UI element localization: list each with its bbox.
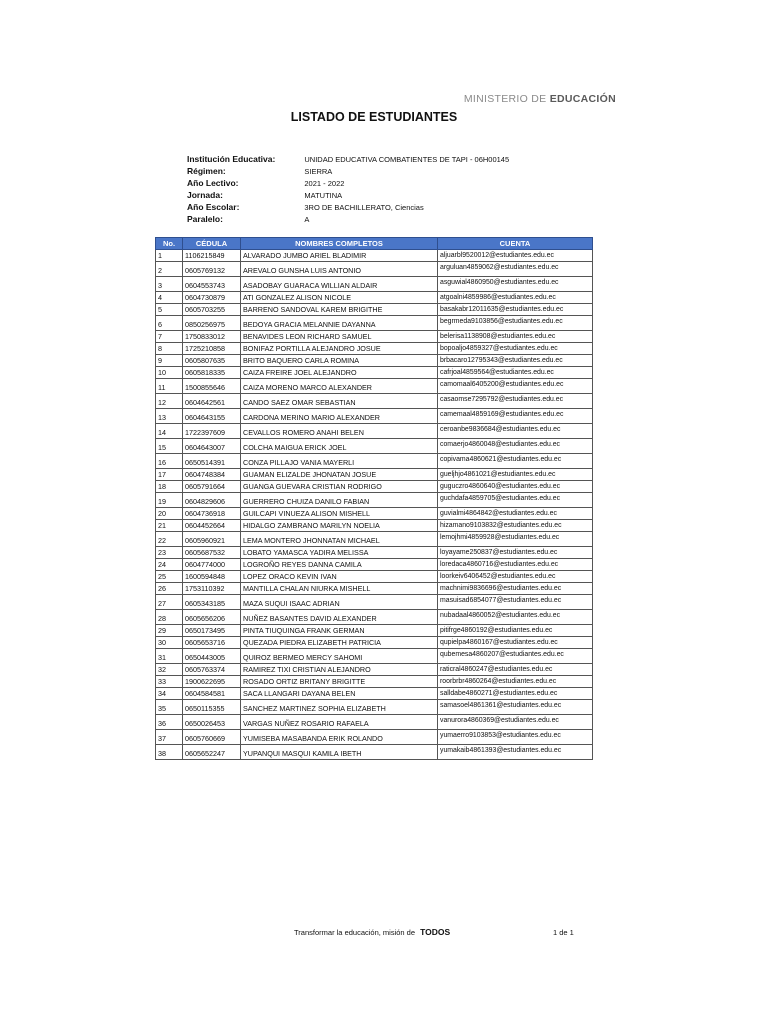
info-value: A <box>304 215 310 224</box>
cell-cuenta: raticral4860247@estudiantes.edu.ec <box>438 664 593 676</box>
info-row-paralelo <box>187 213 509 225</box>
cell-nombre: LOGROÑO REYES DANNA CAMILA <box>241 559 438 571</box>
cell-nombre: GUERRERO CHUIZA DANILO FABIAN <box>241 493 438 508</box>
ministry-logo-light: MINISTERIO DE <box>463 93 547 105</box>
cell-cedula: 1500855646 <box>183 379 241 394</box>
cell-nombre: ALVARADO JUMBO ARIEL BLADIMIR <box>241 250 438 262</box>
cell-cedula: 0850256975 <box>183 316 241 331</box>
cell-cedula: 1900622695 <box>183 676 241 688</box>
column-header-nombres: NOMBRES COMPLETOS <box>241 238 438 250</box>
cell-no: 35 <box>156 700 183 715</box>
cell-nombre: BARRENO SANDOVAL KAREM BRIGITHE <box>241 304 438 316</box>
cell-nombre: COLCHA MAIGUA ERICK JOEL <box>241 439 438 454</box>
cell-nombre: LEMA MONTERO JHONNATAN MICHAEL <box>241 532 438 547</box>
cell-nombre: GUILCAPI VINUEZA ALISON MISHELL <box>241 508 438 520</box>
page-number: 1 de 1 <box>553 928 574 937</box>
cell-cedula: 0604584581 <box>183 688 241 700</box>
table-row <box>156 664 593 676</box>
table-row <box>156 469 593 481</box>
table-row <box>156 409 593 424</box>
cell-nombre: ATI GONZALEZ ALISON NICOLE <box>241 292 438 304</box>
cell-cedula: 0604452664 <box>183 520 241 532</box>
cell-cuenta: cafrjoal4859564@estudiantes.edu.ec <box>438 367 593 379</box>
table-row <box>156 559 593 571</box>
info-value: MATUTINA <box>304 191 343 200</box>
cell-cuenta: ceroanbe9836684@estudiantes.edu.ec <box>438 424 593 439</box>
table-row <box>156 676 593 688</box>
footer-bold: TODOS <box>420 927 451 937</box>
info-row-jornada <box>187 189 509 201</box>
info-label: Institución Educativa: <box>187 154 276 164</box>
cell-cedula: 0605960921 <box>183 532 241 547</box>
cell-nombre: AREVALO GUNSHA LUIS ANTONIO <box>241 262 438 277</box>
table-row <box>156 493 593 508</box>
cell-nombre: CAIZA MORENO MARCO ALEXANDER <box>241 379 438 394</box>
cell-cuenta: basakabr12011635@estudiantes.edu.ec <box>438 304 593 316</box>
table-row <box>156 304 593 316</box>
table-row <box>156 637 593 649</box>
ministry-logo <box>464 93 616 105</box>
cell-cedula: 0605807635 <box>183 355 241 367</box>
cell-cuenta: atgoalni4859986@estudiantes.edu.ec <box>438 292 593 304</box>
cell-cedula: 0604736918 <box>183 508 241 520</box>
cell-no: 32 <box>156 664 183 676</box>
cell-nombre: CARDONA MERINO MARIO ALEXANDER <box>241 409 438 424</box>
cell-cedula: 1753110392 <box>183 583 241 595</box>
cell-nombre: SACA LLANGARI DAYANA BELEN <box>241 688 438 700</box>
cell-cuenta: gueljhjo4861021@estudiantes.edu.ec <box>438 469 593 481</box>
cell-no: 18 <box>156 481 183 493</box>
table-row <box>156 571 593 583</box>
cell-nombre: QUIROZ BERMEO MERCY SAHOMI <box>241 649 438 664</box>
cell-cuenta: qupielpa4860167@estudiantes.edu.ec <box>438 637 593 649</box>
cell-no: 10 <box>156 367 183 379</box>
column-header-cuenta: CUENTA <box>438 238 593 250</box>
cell-nombre: BONIFAZ PORTILLA ALEJANDRO JOSUE <box>241 343 438 355</box>
table-row <box>156 439 593 454</box>
table-row <box>156 547 593 559</box>
cell-no: 14 <box>156 424 183 439</box>
cell-cedula: 0605687532 <box>183 547 241 559</box>
table-row <box>156 355 593 367</box>
cell-nombre: BEDOYA GRACIA MELANNIE DAYANNA <box>241 316 438 331</box>
cell-nombre: MAZA SUQUI ISAAC ADRIAN <box>241 595 438 610</box>
institution-info <box>187 153 509 225</box>
cell-no: 27 <box>156 595 183 610</box>
cell-no: 31 <box>156 649 183 664</box>
cell-cuenta: loorkeiv6406452@estudiantes.edu.ec <box>438 571 593 583</box>
cell-cedula: 0604642561 <box>183 394 241 409</box>
table-row <box>156 532 593 547</box>
cell-cedula: 0605656206 <box>183 610 241 625</box>
cell-cuenta: comaerjo4860048@estudiantes.edu.ec <box>438 439 593 454</box>
cell-no: 29 <box>156 625 183 637</box>
info-label: Jornada: <box>187 190 223 200</box>
table-row <box>156 745 593 760</box>
cell-no: 17 <box>156 469 183 481</box>
info-label: Régimen: <box>187 166 226 176</box>
cell-nombre: MANTILLA CHALAN NIURKA MISHELL <box>241 583 438 595</box>
cell-no: 20 <box>156 508 183 520</box>
cell-cuenta: brbacaro12795343@estudiantes.edu.ec <box>438 355 593 367</box>
cell-nombre: CEVALLOS ROMERO ANAHI BELEN <box>241 424 438 439</box>
cell-nombre: ROSADO ORTIZ BRITANY BRIGITTE <box>241 676 438 688</box>
info-value: UNIDAD EDUCATIVA COMBATIENTES DE TAPI - 06H00145 <box>304 155 510 164</box>
cell-cuenta: loredaca4860716@estudiantes.edu.ec <box>438 559 593 571</box>
cell-no: 2 <box>156 262 183 277</box>
cell-cedula: 0650173495 <box>183 625 241 637</box>
cell-no: 22 <box>156 532 183 547</box>
cell-cedula: 0650443005 <box>183 649 241 664</box>
cell-cuenta: aljuarbl9520012@estudiantes.edu.ec <box>438 250 593 262</box>
cell-nombre: CAIZA FREIRE JOEL ALEJANDRO <box>241 367 438 379</box>
cell-cedula: 0605769132 <box>183 262 241 277</box>
cell-cuenta: salldabe4860271@estudiantes.edu.ec <box>438 688 593 700</box>
column-header-cedula: CÉDULA <box>183 238 241 250</box>
table-row <box>156 424 593 439</box>
cell-no: 23 <box>156 547 183 559</box>
cell-nombre: NUÑEZ BASANTES DAVID ALEXANDER <box>241 610 438 625</box>
table-row <box>156 292 593 304</box>
info-value: 2021 - 2022 <box>304 179 345 188</box>
table-row <box>156 250 593 262</box>
table-row <box>156 262 593 277</box>
cell-cedula: 0650115355 <box>183 700 241 715</box>
cell-cedula: 1106215849 <box>183 250 241 262</box>
cell-cuenta: begrmeda9103856@estudiantes.edu.ec <box>438 316 593 331</box>
table-row <box>156 583 593 595</box>
cell-no: 37 <box>156 730 183 745</box>
page-title: LISTADO DE ESTUDIANTES <box>290 110 458 124</box>
ministry-logo-bold: EDUCACIÓN <box>549 93 616 105</box>
table-row <box>156 595 593 610</box>
cell-no: 38 <box>156 745 183 760</box>
cell-cuenta: guvialmi4864842@estudiantes.edu.ec <box>438 508 593 520</box>
cell-cedula: 0605818335 <box>183 367 241 379</box>
cell-cuenta: lemojhmi4859928@estudiantes.edu.ec <box>438 532 593 547</box>
cell-cedula: 0604553743 <box>183 277 241 292</box>
cell-no: 21 <box>156 520 183 532</box>
cell-no: 13 <box>156 409 183 424</box>
table-row <box>156 700 593 715</box>
cell-nombre: YUMISEBA MASABANDA ERIK ROLANDO <box>241 730 438 745</box>
cell-no: 6 <box>156 316 183 331</box>
cell-cuenta: loyayame250837@estudiantes.edu.ec <box>438 547 593 559</box>
cell-cedula: 0604730879 <box>183 292 241 304</box>
cell-nombre: CONZA PILLAJO VANIA MAYERLI <box>241 454 438 469</box>
cell-no: 11 <box>156 379 183 394</box>
table-row <box>156 367 593 379</box>
cell-no: 4 <box>156 292 183 304</box>
cell-cuenta: guguczro4860640@estudiantes.edu.ec <box>438 481 593 493</box>
cell-cedula: 0604643155 <box>183 409 241 424</box>
column-header-no: No. <box>156 238 183 250</box>
cell-cedula: 1750833012 <box>183 331 241 343</box>
cell-cuenta: asguwial4860950@estudiantes.edu.ec <box>438 277 593 292</box>
cell-no: 3 <box>156 277 183 292</box>
cell-no: 36 <box>156 715 183 730</box>
table-row <box>156 481 593 493</box>
table-row <box>156 730 593 745</box>
cell-no: 5 <box>156 304 183 316</box>
cell-nombre: SANCHEZ MARTINEZ SOPHIA ELIZABETH <box>241 700 438 715</box>
table-row <box>156 508 593 520</box>
table-row <box>156 277 593 292</box>
cell-cuenta: casaomse7295792@estudiantes.edu.ec <box>438 394 593 409</box>
footer-text: Transformar la educación, misión de <box>294 928 416 937</box>
cell-cuenta: hizamano9103832@estudiantes.edu.ec <box>438 520 593 532</box>
cell-no: 8 <box>156 343 183 355</box>
cell-cuenta: copivama4860621@estudiantes.edu.ec <box>438 454 593 469</box>
cell-nombre: BENAVIDES LEON RICHARD SAMUEL <box>241 331 438 343</box>
cell-nombre: GUAMAN ELIZALDE JHONATAN JOSUE <box>241 469 438 481</box>
cell-no: 12 <box>156 394 183 409</box>
cell-cuenta: roorbrbr4860264@estudiantes.edu.ec <box>438 676 593 688</box>
info-value: SIERRA <box>304 167 333 176</box>
info-value: 3RO DE BACHILLERATO, Ciencias <box>304 203 424 212</box>
cell-cedula: 0605760669 <box>183 730 241 745</box>
cell-cedula: 0604829606 <box>183 493 241 508</box>
table-row <box>156 379 593 394</box>
cell-no: 16 <box>156 454 183 469</box>
table-row <box>156 625 593 637</box>
info-label: Paralelo: <box>187 214 223 224</box>
table-header-row <box>156 238 593 250</box>
cell-cedula: 1725210858 <box>183 343 241 355</box>
cell-no: 25 <box>156 571 183 583</box>
cell-nombre: CANDO SAEZ OMAR SEBASTIAN <box>241 394 438 409</box>
cell-no: 1 <box>156 250 183 262</box>
cell-cuenta: yumakaib4861393@estudiantes.edu.ec <box>438 745 593 760</box>
cell-cuenta: pitifrge4860192@estudiantes.edu.ec <box>438 625 593 637</box>
cell-cuenta: camomaal6405200@estudiantes.edu.ec <box>438 379 593 394</box>
cell-nombre: HIDALGO ZAMBRANO MARILYN NOELIA <box>241 520 438 532</box>
cell-cedula: 0604748384 <box>183 469 241 481</box>
cell-nombre: RAMIREZ TIXI CRISTIAN ALEJANDRO <box>241 664 438 676</box>
cell-cuenta: yumaerro9103853@estudiantes.edu.ec <box>438 730 593 745</box>
cell-no: 24 <box>156 559 183 571</box>
cell-cedula: 1722397609 <box>183 424 241 439</box>
cell-cuenta: belerisa1138908@estudiantes.edu.ec <box>438 331 593 343</box>
cell-cedula: 0605791664 <box>183 481 241 493</box>
cell-nombre: ASADOBAY GUARACA WILLIAN ALDAIR <box>241 277 438 292</box>
cell-cuenta: nubadaal4860052@estudiantes.edu.ec <box>438 610 593 625</box>
cell-nombre: PINTA TIUQUINGA FRANK GERMAN <box>241 625 438 637</box>
cell-cedula: 0604643007 <box>183 439 241 454</box>
cell-no: 9 <box>156 355 183 367</box>
cell-cuenta: qubemesa4860207@estudiantes.edu.ec <box>438 649 593 664</box>
cell-no: 26 <box>156 583 183 595</box>
cell-no: 15 <box>156 439 183 454</box>
footer-slogan <box>294 927 450 937</box>
cell-cuenta: machnimi9836696@estudiantes.edu.ec <box>438 583 593 595</box>
cell-nombre: VARGAS NUÑEZ ROSARIO RAFAELA <box>241 715 438 730</box>
cell-no: 19 <box>156 493 183 508</box>
cell-cuenta: guchdafa4859705@estudiantes.edu.ec <box>438 493 593 508</box>
table-body <box>156 250 593 760</box>
cell-cedula: 0605763374 <box>183 664 241 676</box>
table-row <box>156 316 593 331</box>
table-row <box>156 454 593 469</box>
cell-no: 34 <box>156 688 183 700</box>
table-row <box>156 688 593 700</box>
table-row <box>156 610 593 625</box>
info-row-ano-escolar <box>187 201 509 213</box>
cell-nombre: GUANGA GUEVARA CRISTIAN RODRIGO <box>241 481 438 493</box>
cell-nombre: BRITO BAQUERO CARLA ROMINA <box>241 355 438 367</box>
cell-cedula: 0650026453 <box>183 715 241 730</box>
cell-no: 28 <box>156 610 183 625</box>
cell-cedula: 0605703255 <box>183 304 241 316</box>
table-row <box>156 715 593 730</box>
table-row <box>156 394 593 409</box>
cell-cedula: 0605343185 <box>183 595 241 610</box>
cell-cedula: 0604774000 <box>183 559 241 571</box>
cell-no: 30 <box>156 637 183 649</box>
cell-cuenta: arguluan4859062@estudiantes.edu.ec <box>438 262 593 277</box>
cell-no: 33 <box>156 676 183 688</box>
cell-cedula: 0605652247 <box>183 745 241 760</box>
cell-cuenta: samasoel4861361@estudiantes.edu.ec <box>438 700 593 715</box>
cell-cuenta: bopoaljo4859327@estudiantes.edu.ec <box>438 343 593 355</box>
cell-cedula: 0650514391 <box>183 454 241 469</box>
cell-no: 7 <box>156 331 183 343</box>
cell-cuenta: vanurora4860369@estudiantes.edu.ec <box>438 715 593 730</box>
students-table <box>155 237 593 760</box>
table-row <box>156 331 593 343</box>
cell-cedula: 1600594848 <box>183 571 241 583</box>
info-row-institucion <box>187 153 509 165</box>
table-row <box>156 343 593 355</box>
cell-nombre: LOBATO YAMASCA YADIRA MELISSA <box>241 547 438 559</box>
cell-cedula: 0605653716 <box>183 637 241 649</box>
info-label: Año Escolar: <box>187 202 240 212</box>
cell-nombre: QUEZADA PIEDRA ELIZABETH PATRICIA <box>241 637 438 649</box>
info-row-regimen <box>187 165 509 177</box>
table-row <box>156 649 593 664</box>
cell-nombre: LOPEZ ORACO KEVIN IVAN <box>241 571 438 583</box>
info-label: Año Lectivo: <box>187 178 239 188</box>
info-row-ano-lectivo <box>187 177 509 189</box>
cell-cuenta: camemaal4859169@estudiantes.edu.ec <box>438 409 593 424</box>
cell-cuenta: masuisad6854077@estudiantes.edu.ec <box>438 595 593 610</box>
table-row <box>156 520 593 532</box>
cell-nombre: YUPANQUI MASQUI KAMILA IBETH <box>241 745 438 760</box>
